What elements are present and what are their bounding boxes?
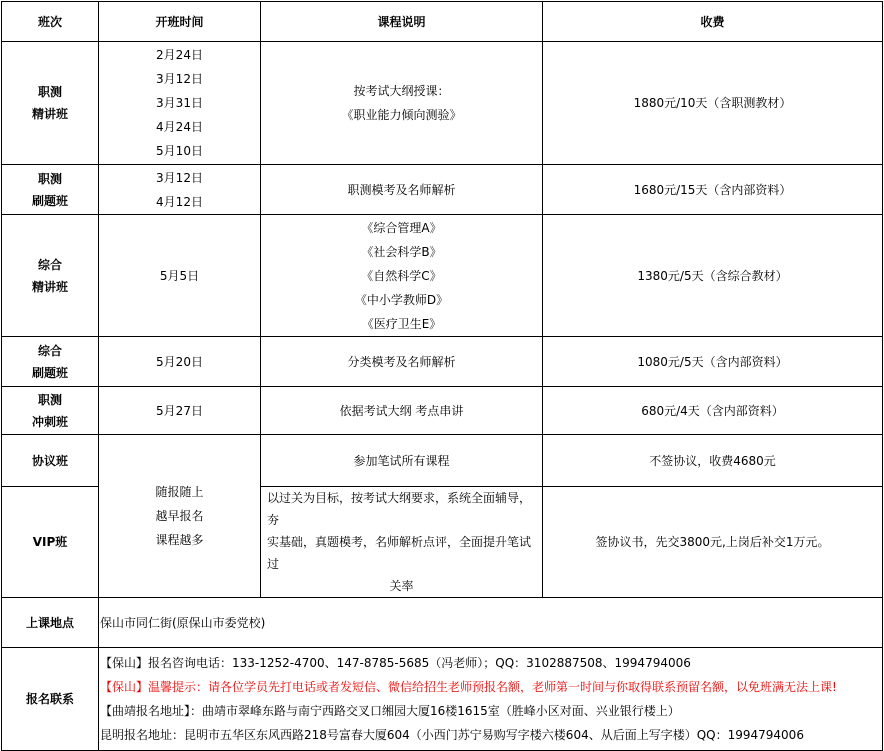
class-name-line: 综合 [37, 343, 62, 358]
fee-cell: 签协议书，先交3800元,上岗后补交1万元。 [543, 487, 883, 598]
contact-label: 报名联系 [2, 648, 99, 751]
fee-cell: 1080元/5天（含内部资料） [543, 337, 883, 387]
subject-item: 《社会科学B》 [361, 244, 442, 259]
course-desc-cell: 职测模考及名师解析 [261, 165, 543, 215]
course-desc-line: 以过关为目标，按考试大纲要求，系统全面辅导，夯 [267, 491, 532, 527]
header-fee: 收费 [543, 2, 883, 42]
enroll-note-line: 随报随上 [155, 485, 204, 499]
course-desc-line: 按考试大纲授课： [353, 84, 450, 98]
contact-notice-tag: 【保山】 [100, 680, 149, 694]
class-name-line: 冲刺班 [31, 414, 68, 429]
fee-cell: 680元/4天（含内部资料） [543, 387, 883, 435]
enroll-note-line: 越早报名 [155, 509, 204, 523]
subject-item: 《综合管理A》 [361, 220, 442, 235]
table-row [2, 42, 883, 165]
start-date: 3月12日 [156, 170, 203, 185]
start-date: 3月12日 [156, 72, 203, 86]
contact-row [2, 648, 883, 751]
class-name-cell [2, 387, 99, 435]
fee-cell: 1680元/15天（含内部资料） [543, 165, 883, 215]
start-date: 5月10日 [156, 144, 203, 158]
contact-phone-line: 【保山】报名咨询电话：133-1252-4700、147-8785-5685（冯老师）；QQ：3102887508、1994794006 [100, 656, 691, 670]
class-name-line: 精讲班 [31, 107, 68, 121]
class-name-cell [2, 337, 99, 387]
course-desc-cell [261, 42, 543, 165]
enroll-note-line: 课程越多 [155, 533, 204, 547]
class-name-cell [2, 42, 99, 165]
header-row [2, 2, 883, 42]
table-row [2, 387, 883, 435]
course-desc-cell [261, 487, 543, 598]
start-date-cell: 5月27日 [99, 387, 261, 435]
table-row [2, 337, 883, 387]
contact-info [99, 648, 883, 751]
course-desc-line: 实基础，真题模考，名师解析点评，全面提升笔试过 [267, 535, 532, 571]
start-date: 4月12日 [156, 194, 203, 209]
course-desc-cell: 依据考试大纲 考点串讲 [261, 387, 543, 435]
fee-cell: 1380元/5天（含综合教材） [543, 215, 883, 337]
contact-kunming-address: 昆明报名地址：昆明市五华区东风西路218号富春大厦604（小西门苏宁易购写字楼六楼604、从后面上写字楼）QQ：1994794006 [100, 728, 804, 742]
class-name-cell [2, 165, 99, 215]
subject-item: 《医疗卫生E》 [361, 316, 442, 331]
location-label: 上课地点 [2, 598, 99, 648]
location-row [2, 598, 883, 648]
location-value: 保山市同仁街(原保山市委党校) [99, 598, 883, 648]
header-start-time: 开班时间 [99, 2, 261, 42]
start-date: 2月24日 [156, 48, 203, 62]
class-name-line: 职测 [37, 392, 62, 407]
start-date-cell [99, 435, 261, 598]
class-name-line: 职测 [37, 171, 62, 186]
course-schedule-table [1, 1, 883, 751]
contact-notice-line [100, 675, 881, 699]
subject-item: 《中小学教师D》 [354, 292, 449, 307]
class-name-line: 职测 [37, 85, 62, 99]
header-class: 班次 [2, 2, 99, 42]
header-course-desc: 课程说明 [261, 2, 543, 42]
start-dates-cell [99, 165, 261, 215]
contact-qujing-address: 【曲靖报名地址】：曲靖市翠峰东路与南宁西路交叉口缃园大厦16楼1615室（胜峰小区对面、兴业银行楼上） [100, 704, 680, 718]
class-name-line: 刷题班 [31, 193, 68, 208]
contact-notice-text: 温馨提示：请各位学员先打电话或者发短信、微信给招生老师预报名额，老师第一时间与你取得联系预留名额，以免班满无法上课! [148, 680, 837, 694]
course-desc-line: 关率 [389, 579, 414, 593]
class-name-line: 精讲班 [31, 279, 68, 294]
fee-cell: 1880元/10天（含职测教材） [543, 42, 883, 165]
class-name-line: 综合 [37, 257, 62, 272]
start-date: 4月24日 [156, 120, 203, 134]
course-desc-line: 《职业能力倾向测验》 [341, 108, 462, 122]
start-dates-cell [99, 42, 261, 165]
table-row [2, 435, 883, 487]
class-name-cell [2, 215, 99, 337]
course-desc-cell: 分类模考及名师解析 [261, 337, 543, 387]
table-row [2, 165, 883, 215]
class-name-cell: VIP班 [2, 487, 99, 598]
class-name-line: 刷题班 [31, 365, 68, 380]
start-date-cell: 5月5日 [99, 215, 261, 337]
start-date-cell: 5月20日 [99, 337, 261, 387]
table-row [2, 215, 883, 337]
course-desc-cell [261, 215, 543, 337]
class-name-cell: 协议班 [2, 435, 99, 487]
start-date: 3月31日 [156, 96, 203, 110]
subject-item: 《自然科学C》 [361, 268, 442, 283]
course-desc-cell: 参加笔试所有课程 [261, 435, 543, 487]
fee-cell: 不签协议，收费4680元 [543, 435, 883, 487]
